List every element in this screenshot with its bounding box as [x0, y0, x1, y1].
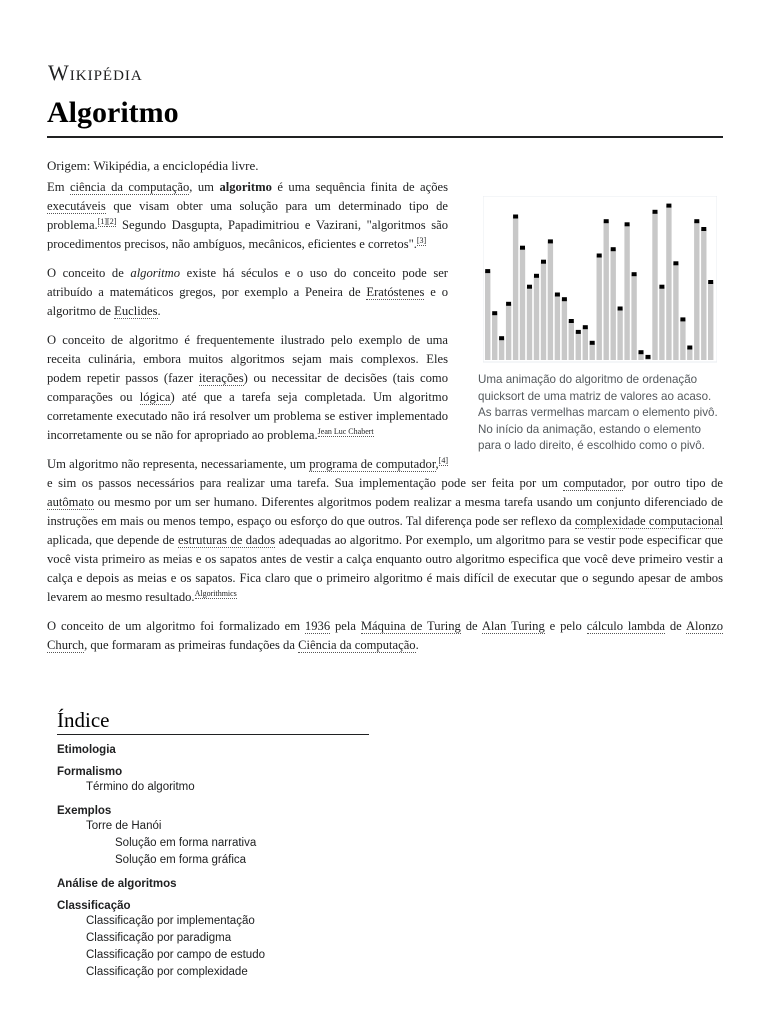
bar-16	[590, 343, 595, 360]
bar-31	[694, 221, 699, 360]
bar-9	[541, 262, 546, 360]
link-alan-turing[interactable]: Alan Turing	[481, 619, 545, 633]
bar-4	[506, 304, 511, 360]
bar-12	[562, 299, 567, 360]
marker-24	[646, 355, 651, 359]
paragraph-recipe: O conceito de algoritmo é frequentemente ilustrado pelo exemplo de uma receita culinária, embora muitos algoritmos sejam mais complexos. Eles podem repetir passos (fazer iterações) ou necessitar de decisões (tais como comparações ou lógica) até que a tarefa seja completada. Um algoritmo corretamente executado não irá resolver um problema se estiver implementado incorretamente ou se não for apropriado ao problema.$^{Jean Luc Chabert}$	[47, 333, 449, 442]
bar-29	[680, 319, 685, 360]
ref-chabert[interactable]: Jean Luc Chabert	[317, 426, 374, 436]
link-eratostenes[interactable]: Eratóstenes	[366, 285, 425, 299]
marker-18	[604, 219, 609, 223]
marker-1	[485, 269, 490, 273]
toc-item[interactable]: Solução em forma narrativa	[115, 837, 257, 849]
quicksort-figure	[478, 196, 723, 455]
link-ciencia-computacao[interactable]: ciência da computação	[69, 180, 190, 194]
marker-20	[618, 307, 623, 311]
bar-8	[534, 276, 539, 360]
link-programa-computador[interactable]: programa de computador	[309, 457, 436, 471]
toc-item[interactable]: Etimologia	[57, 744, 116, 756]
toc-item[interactable]: Classificação por implementação	[86, 915, 255, 927]
ref-2[interactable]: [2]	[107, 216, 117, 226]
bar-32	[701, 229, 706, 360]
ref-3[interactable]: [3]	[416, 235, 427, 245]
link-estruturas-dados[interactable]: estruturas de dados	[177, 533, 276, 547]
marker-9	[541, 260, 546, 264]
marker-17	[597, 254, 602, 258]
marker-19	[611, 247, 616, 251]
marker-27	[666, 204, 671, 208]
marker-2	[492, 311, 497, 315]
marker-12	[562, 297, 567, 301]
link-calculo-lambda[interactable]: cálculo lambda	[586, 619, 665, 633]
title-rule	[47, 136, 723, 138]
toc-list	[57, 743, 377, 981]
marker-15	[583, 325, 588, 329]
bar-33	[708, 282, 713, 360]
term-algoritmo: algoritmo	[219, 180, 272, 194]
link-iteracoes[interactable]: iterações	[198, 371, 244, 385]
toc-title: Índice	[57, 708, 369, 735]
link-computador[interactable]: computador	[563, 476, 623, 490]
marker-30	[687, 346, 692, 350]
page-title: Algoritmo	[47, 96, 179, 129]
link-euclides[interactable]: Euclides	[114, 304, 158, 318]
wikipedia-wordmark[interactable]: Wikipédia	[48, 60, 143, 85]
marker-16	[590, 341, 595, 345]
bar-1	[485, 271, 490, 360]
marker-7	[527, 285, 532, 289]
bar-26	[659, 287, 664, 360]
marker-23	[639, 350, 644, 354]
bar-17	[597, 256, 602, 361]
bar-5	[513, 217, 518, 361]
bar-27	[666, 206, 671, 360]
bar-15	[583, 327, 588, 360]
marker-10	[548, 239, 553, 243]
link-automato[interactable]: autômato	[47, 495, 94, 509]
marker-6	[520, 246, 525, 250]
bar-13	[569, 321, 574, 360]
link-ciencia-computacao-2[interactable]: Ciência da computação	[298, 638, 416, 652]
ref-4[interactable]: [4]	[438, 455, 448, 465]
link-alonzo-church[interactable]: Alonzo Church	[47, 619, 724, 652]
bar-22	[631, 274, 636, 360]
marker-22	[632, 272, 637, 276]
toc-item[interactable]: Análise de algoritmos	[57, 878, 177, 890]
bar-21	[624, 224, 629, 360]
marker-32	[701, 227, 706, 231]
bar-10	[548, 241, 553, 360]
quicksort-chart[interactable]	[483, 196, 717, 366]
toc-item[interactable]: Formalismo	[57, 766, 123, 778]
bar-11	[555, 295, 560, 361]
link-logica[interactable]: lógica	[139, 390, 171, 404]
link-1936[interactable]: 1936	[304, 619, 331, 633]
table-of-contents	[57, 708, 377, 981]
toc-item[interactable]: Classificação	[57, 900, 131, 912]
bar-2	[492, 313, 497, 360]
marker-31	[694, 219, 699, 223]
bar-14	[576, 332, 581, 360]
link-complexidade[interactable]: complexidade computacional	[574, 514, 724, 528]
figure-caption: Uma animação do algoritmo de ordenação quicksort de uma matriz de valores ao acaso. As barras vermelhas marcam o elemento pivô. No início da animação, estando o elemento para o lado direito, é escolhido como o pivô.	[478, 373, 718, 453]
article-body	[47, 156, 723, 665]
marker-26	[659, 285, 664, 289]
marker-25	[653, 210, 658, 214]
origin-note: Origem: Wikipédia, a enciclopédia livre.	[47, 158, 259, 173]
toc-item[interactable]: Classificação por complexidade	[86, 966, 248, 978]
ref-1[interactable]: [1]	[97, 216, 108, 226]
marker-28	[673, 261, 678, 265]
toc-item[interactable]: Solução em forma gráfica	[115, 854, 247, 866]
bar-20	[617, 309, 622, 361]
marker-21	[625, 222, 630, 226]
bar-18	[604, 221, 609, 360]
bar-6	[520, 248, 525, 360]
marker-4	[506, 302, 511, 306]
link-executaveis[interactable]: executáveis	[47, 199, 106, 213]
link-maquina-turing[interactable]: Máquina de Turing	[360, 619, 461, 633]
bar-25	[652, 212, 657, 360]
marker-13	[569, 319, 574, 323]
marker-33	[708, 280, 713, 284]
toc-item[interactable]: Classificação por campo de estudo	[86, 949, 265, 961]
bar-28	[673, 263, 678, 360]
paragraph-formalization: O conceito de um algoritmo foi formalizado em 1936 pela Máquina de Turing de Alan Turing e pelo cálculo lambda de Alonzo Church, que formaram as primeiras fundações da Ciência da computação.	[47, 619, 724, 652]
marker-11	[555, 293, 560, 297]
marker-14	[576, 330, 581, 334]
paragraph-program: Um algoritmo não representa, necessariamente, um programa de computador,[4] e sim os passos necessários para realizar uma tarefa. Sua implementação pode ser feita por um computador, por outro tipo de autômato ou mesmo por um ser humano. Diferentes algoritmos podem realizar a mesma tarefa usando um conjunto diferenciado de instruções em mais ou menos tempo, espaço ou esforço do que outros. Tal diferença pode ser reflexo da complexidade computacional aplicada, que depende de estruturas de dados adequadas ao algoritmo. Por exemplo, um algoritmo para se vestir pode especificar que você vista primeiro as meias e os sapatos antes de vestir a calça enquanto outro algoritmo especifica que você deve primeiro vestir a calça e depois as meias e os sapatos. Fica claro que o primeiro algoritmo é mais difícil de executar que o segundo apesar de ambos levarem ao mesmo resultado.$^{Algorithmics}$	[47, 455, 724, 604]
bar-3	[499, 338, 504, 360]
toc-item[interactable]: Torre de Hanói	[86, 820, 162, 832]
paragraph-intro: Em ciência da computação, um algoritmo é uma sequência finita de ações executáveis que visam obter uma solução para um determinado tipo de problema.[1][2] Segundo Dasgupta, Papadimitriou e Vazirani, "algoritmos são procedimentos precisos, não ambíguos, mecânicos, eficientes e corretos".[3]	[47, 180, 449, 251]
ref-algorithmics[interactable]: Algorithmics	[194, 588, 237, 598]
paragraph-history: O conceito de algoritmo existe há séculos e o uso do conceito pode ser atribuído a matemáticos gregos, por exemplo a Peneira de Eratóstenes e o algoritmo de Euclides.	[47, 266, 449, 318]
marker-3	[499, 336, 504, 340]
marker-5	[513, 215, 518, 219]
marker-8	[534, 274, 539, 278]
toc-item[interactable]: Classificação por paradigma	[86, 932, 232, 944]
bar-7	[527, 287, 532, 360]
toc-item[interactable]: Término do algoritmo	[86, 781, 195, 793]
marker-29	[680, 317, 685, 321]
toc-item[interactable]: Exemplos	[57, 805, 112, 817]
bar-19	[611, 249, 616, 360]
